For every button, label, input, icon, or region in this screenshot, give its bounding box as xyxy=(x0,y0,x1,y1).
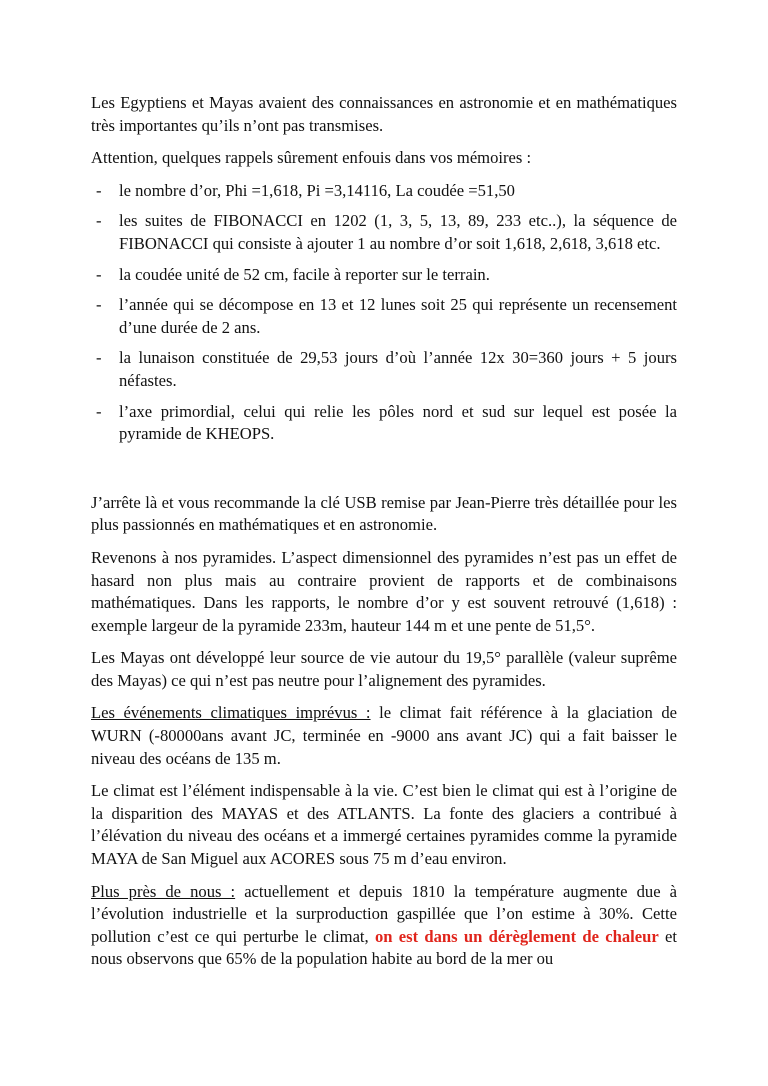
list-item-text: l’axe primordial, celui qui relie les pôles nord et sud sur lequel est posée la pyramide de KHEOPS. xyxy=(119,401,677,444)
list-item-text: la coudée unité de 52 cm, facile à reporter sur le terrain. xyxy=(119,264,490,284)
climat-paragraph: Le climat est l’élément indispensable à la vie. C’est bien le climat qui est à l’origine de la disparition des MAYAS et des ATLANTS. La fonte des glaciers a contribué à l’élévation du niveau des océans et a immergé certaines pyramides comme la pyramide MAYA de San Miguel aux ACORES sous 75 m d’eau environ. xyxy=(91,781,677,869)
dash-bullet: - xyxy=(96,211,102,231)
mayas-paragraph: Les Mayas ont développé leur source de vie autour du 19,5° parallèle (valeur suprême des Mayas) ce qui n’est pas neutre pour l’alignement des pyramides. xyxy=(91,648,677,690)
blank-spacer xyxy=(91,456,677,492)
climat-events-paragraph xyxy=(91,702,677,770)
rappels-list xyxy=(91,180,677,446)
intro-paragraph: Les Egyptiens et Mayas avaient des connaissances en astronomie et en mathématiques très importantes qu’ils n’ont pas transmises. xyxy=(91,93,677,135)
dash-bullet: - xyxy=(96,295,102,315)
emphasis-warming-text: on est dans un dérèglement de chaleur xyxy=(374,926,659,946)
pyramides-paragraph: Revenons à nos pyramides. L’aspect dimensionnel des pyramides n’est pas un effet de hasard non plus mais au contraire provient de rapports et de combinaisons mathématiques. Dans les rapports, le nombre d’or y est souvent retrouvé (1,618) : exemple largeur de la pyramide 233m, hauteur 144 m et une pente de 51,5°. xyxy=(91,547,677,635)
dash-bullet: - xyxy=(96,401,102,421)
list-item xyxy=(91,401,677,446)
climat-events-text: le climat fait référence à la glaciation de WURN (-80000ans avant JC, terminée en -9000 ans avant JC) qui a fait baisser le niveau des océans de 135 m. xyxy=(91,703,678,768)
rappels-intro: Attention, quelques rappels sûrement enfouis dans vos mémoires : xyxy=(91,148,532,168)
list-item-text: les suites de FIBONACCI en 1202 (1, 3, 5, 13, 89, 233 etc..), la séquence de FIBONACCI qui consiste à ajouter 1 au nombre d’or soit 1,618, 2,618, 3,618 etc. xyxy=(119,211,677,253)
plus-pres-text-end: et nous observons que 65% de la population habite au bord de la mer ou xyxy=(91,926,677,969)
dash-bullet: - xyxy=(96,348,102,368)
list-item-text: l’année qui se décompose en 13 et 12 lunes soit 25 qui représente un recensement d’une durée de 2 ans. xyxy=(119,295,677,337)
list-item-text: la lunaison constituée de 29,53 jours d’où l’année 12x 30=360 jours + 5 jours néfastes. xyxy=(119,348,677,390)
list-item xyxy=(91,210,677,255)
list-item-text: le nombre d’or, Phi =1,618, Pi =3,14116, La coudée =51,50 xyxy=(119,180,515,200)
list-item xyxy=(91,180,677,203)
usb-paragraph: J’arrête là et vous recommande la clé USB remise par Jean-Pierre très détaillée pour les plus passionnés en mathématiques et en astronomie. xyxy=(91,492,677,535)
dash-bullet: - xyxy=(96,264,102,284)
list-item xyxy=(91,294,677,339)
list-item xyxy=(91,347,677,392)
document-page xyxy=(91,92,677,981)
list-item xyxy=(91,264,677,287)
climat-events-heading: Les événements climatiques imprévus : xyxy=(91,703,371,723)
dash-bullet: - xyxy=(96,180,102,200)
plus-pres-heading: Plus près de nous : xyxy=(91,881,236,901)
plus-pres-text: actuellement et depuis 1810 la température augmente due à l’évolution industrielle et la surproduction gaspillée que l’on estime à 30%. Cette pollution c’est ce qui perturbe le climat, xyxy=(91,881,677,946)
plus-pres-paragraph xyxy=(91,881,677,971)
